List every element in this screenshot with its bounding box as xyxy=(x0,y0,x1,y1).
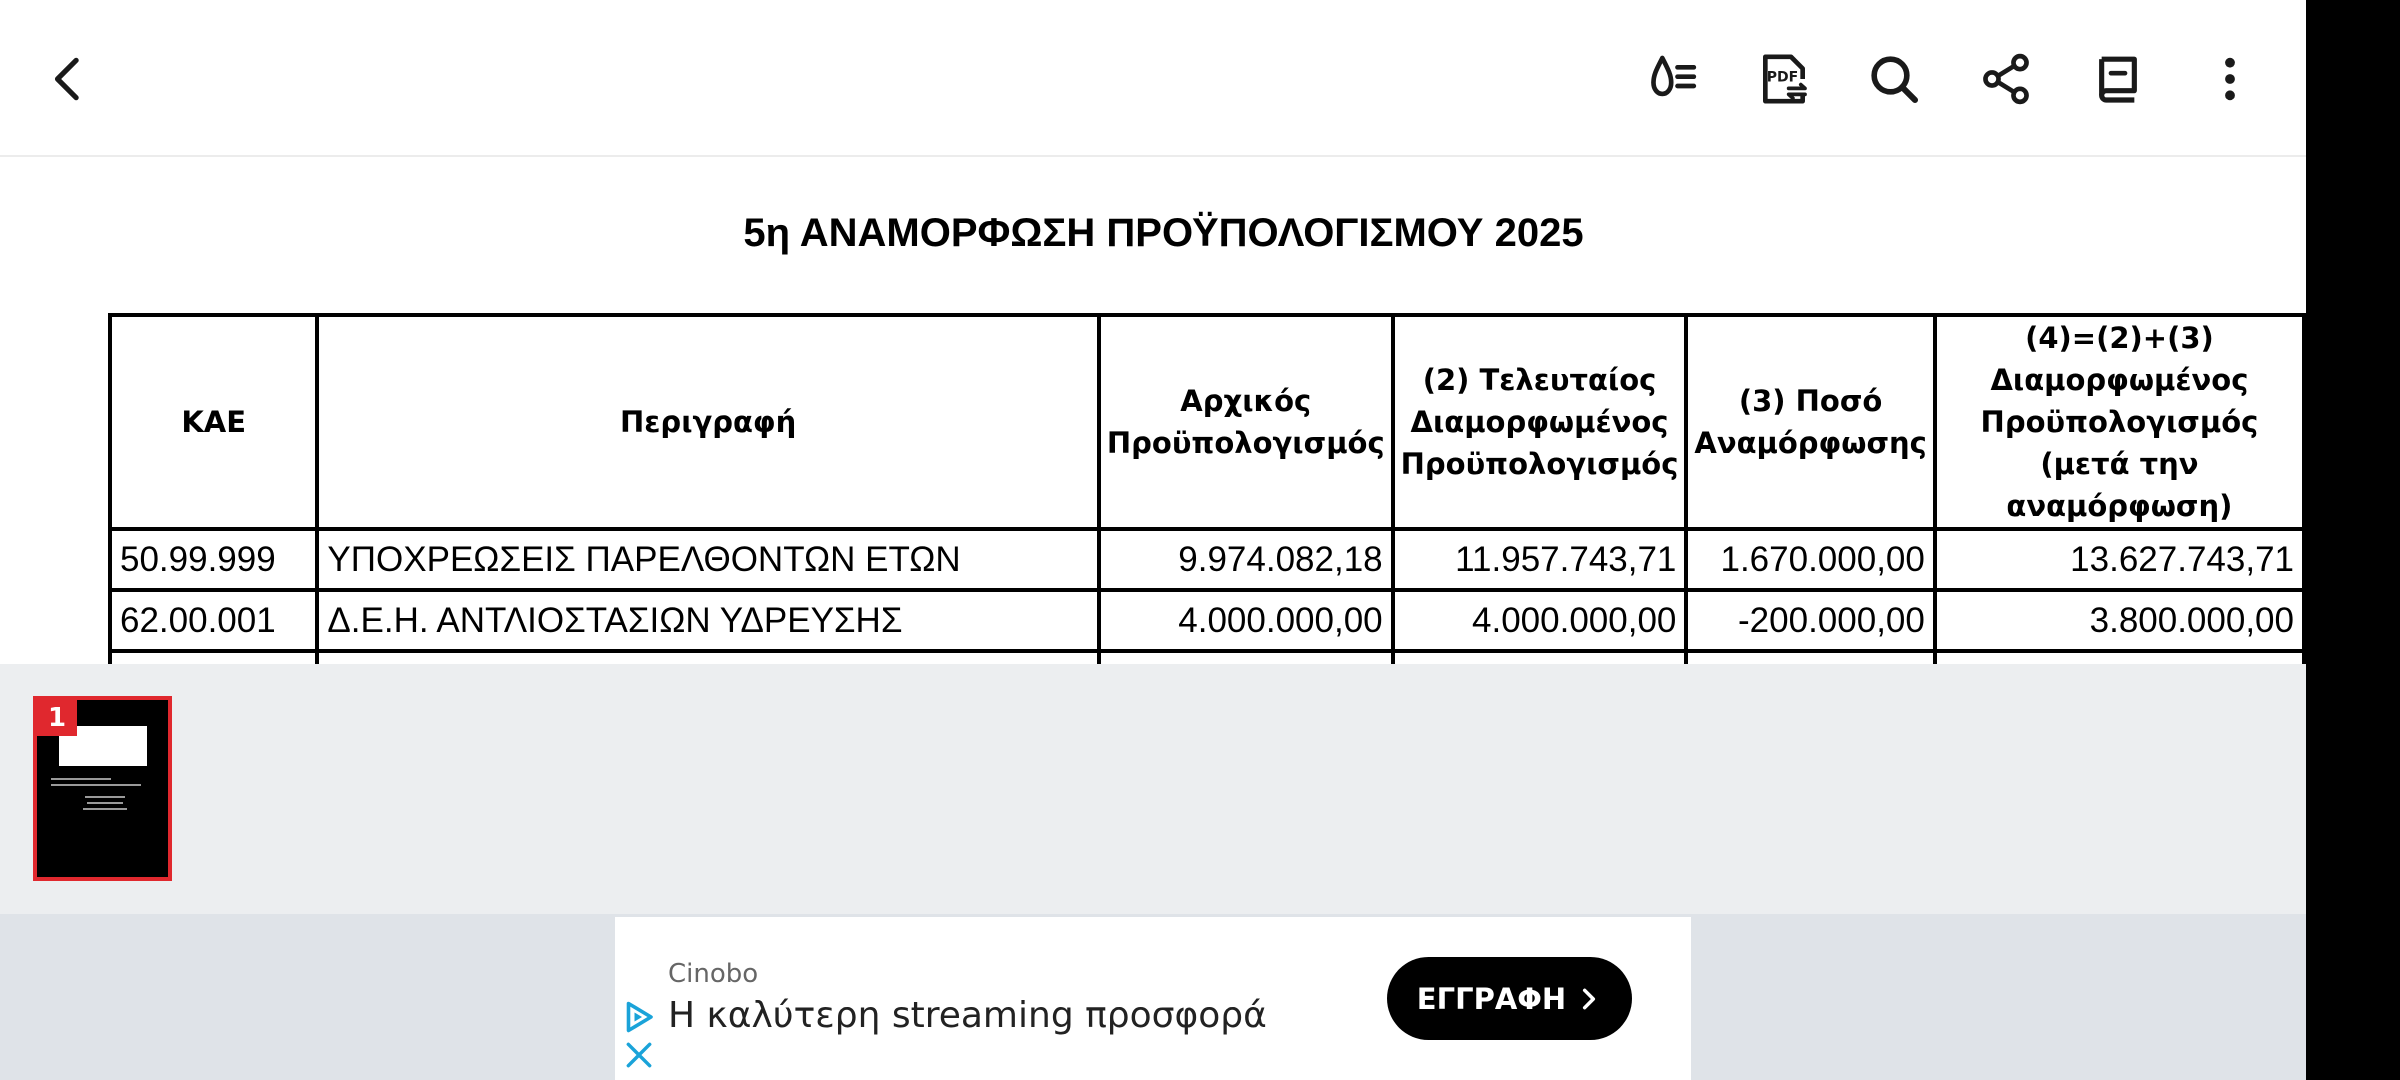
pdf-convert-button[interactable] xyxy=(1746,41,1822,117)
pdf-convert-icon xyxy=(1756,51,1812,107)
ad-cta-label: ΕΓΓΡΑΦΗ xyxy=(1416,981,1567,1016)
document-title: 5η ΑΝΑΜΟΡΦΩΣΗ ΠΡΟΫΠΟΛΟΓΙΣΜΟΥ 2025 xyxy=(743,211,1584,255)
table-cell: 9.974.082,18 xyxy=(1099,529,1393,590)
document-view[interactable] xyxy=(0,159,2306,664)
more-options-button[interactable] xyxy=(2192,41,2268,117)
column-header: (3) Ποσό Αναμόρφωσης xyxy=(1686,315,1934,529)
ad-brand: Cinobo xyxy=(668,959,759,989)
book-icon xyxy=(2090,51,2146,107)
column-header: (2) Τελευταίος Διαμορφωμένος Προϋπολογισμός xyxy=(1393,315,1687,529)
table-cell: ΥΠΟΧΡΕΩΣΕΙΣ ΠΑΡΕΛΘΟΝΤΩΝ ΕΤΩΝ xyxy=(317,529,1098,590)
table-row xyxy=(110,529,2304,590)
table-cell: 4.000.000,00 xyxy=(1393,590,1687,651)
ad-area xyxy=(0,914,2306,1080)
table-cell: 3.800.000,00 xyxy=(1935,590,2304,651)
more-icon xyxy=(2202,51,2258,107)
table-cell: 4.000.000,00 xyxy=(1099,590,1393,651)
search-button[interactable] xyxy=(1856,41,1932,117)
table-cell: 62.00.001 xyxy=(110,590,317,651)
column-header: Αρχικός Προϋπολογισμός xyxy=(1099,315,1393,529)
book-button[interactable] xyxy=(2080,41,2156,117)
column-header: ΚΑΕ xyxy=(110,315,317,529)
ad-banner[interactable] xyxy=(615,917,1691,1080)
screen-edge xyxy=(2306,0,2400,1080)
top-toolbar xyxy=(0,0,2306,157)
table-cell: 50.99.999 xyxy=(110,529,317,590)
theme-button[interactable] xyxy=(1636,41,1712,117)
column-header: Περιγραφή xyxy=(317,315,1098,529)
table-cell: 1.670.000,00 xyxy=(1686,529,1934,590)
page-number-badge: 1 xyxy=(37,700,77,736)
thumbnail-strip xyxy=(0,664,2306,914)
share-icon xyxy=(1978,51,2034,107)
ad-close-icon[interactable] xyxy=(623,1039,655,1071)
ad-choices-icon[interactable] xyxy=(621,999,657,1035)
budget-table xyxy=(108,313,2306,714)
share-button[interactable] xyxy=(1968,41,2044,117)
table-cell: 11.957.743,71 xyxy=(1393,529,1687,590)
back-button[interactable] xyxy=(30,41,106,117)
table-cell: Δ.Ε.Η. ΑΝΤΛΙΟΣΤΑΣΙΩΝ ΥΔΡΕΥΣΗΣ xyxy=(317,590,1098,651)
table-cell: 13.627.743,71 xyxy=(1935,529,2304,590)
page-thumbnail[interactable] xyxy=(33,696,172,881)
svg-text:PDF: PDF xyxy=(1766,69,1799,86)
column-header: (4)=(2)+(3) Διαμορφωμένος Προϋπολογισμός (μετά την αναμόρφωση) xyxy=(1935,315,2304,529)
search-icon xyxy=(1866,51,1922,107)
ad-headline: Η καλύτερη streaming προσφορά xyxy=(668,995,1267,1036)
theme-icon xyxy=(1646,51,1702,107)
ad-signup-button[interactable] xyxy=(1387,957,1632,1040)
table-cell: -200.000,00 xyxy=(1686,590,1934,651)
back-icon xyxy=(40,51,96,107)
table-row xyxy=(110,590,2304,651)
chevron-right-icon xyxy=(1576,986,1602,1012)
table-header-row xyxy=(110,315,2304,529)
